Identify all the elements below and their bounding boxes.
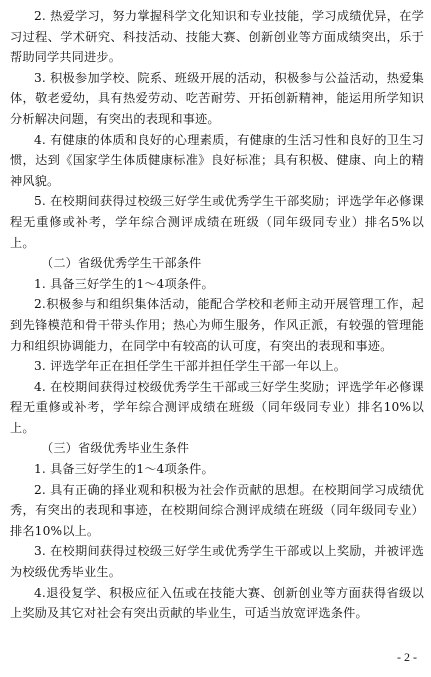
paragraph-graduate-2: 2. 具有正确的择业观和积极为社会作贡献的思想。在校期间学习成绩优秀，有突出的表现和事迹，在校期间综合测评成绩在班级（同年级同专业）排名10%以上。 [10,482,424,538]
paragraph-graduate-1: 1. 具备三好学生的1～4项条件。 [34,462,214,477]
paragraph-health: 4. 有健康的体质和良好的心理素质，有健康的生活习性和良好的卫生习惯，达到《国家学生体质健康标准》良好标准；具有积极、健康、向上的精神风貌。 [10,132,424,188]
page-number: - 2 - [397,650,417,664]
paragraph-cadre-1: 1. 具备三好学生的1～4项条件。 [34,276,214,291]
paragraph-love-learning: 2. 热爱学习，努力掌握科学文化知识和专业技能，学习成绩优异，在学习过程、学术研究、科技活动、技能大赛、创新创业等方面成绩突出，乐于帮助同学共同进步。 [10,9,424,65]
paragraph-cadre-3: 3. 评选学年正在担任学生干部并担任学生干部一年以上。 [34,359,347,374]
paragraph-cadre-4: 4. 在校期间获得过校级优秀学生干部或三好学生奖励；评选学年必修课程无重修或补考，学年综合测评成绩在班级（同年级同专业）排名10%以上。 [10,379,424,435]
section-heading-cadre: （二）省级优秀学生干部条件 [41,256,202,271]
paragraph-awards: 5. 在校期间获得过校级三好学生或优秀学生干部奖励；评选学年必修课程无重修或补考，学年综合测评成绩在班级（同年级同专业）排名5%以上。 [10,194,424,250]
section-heading-graduate: （三）省级优秀毕业生条件 [41,441,190,456]
paragraph-graduate-4: 4.退役复学、积极应征入伍或在技能大赛、创新创业等方面获得省级以上奖励及其它对社会有突出贡献的毕业生，可适当放宽评选条件。 [10,585,424,621]
paragraph-graduate-3: 3. 在校期间获得过校级三好学生或优秀学生干部或以上奖励，并被评选为校级优秀毕业生。 [10,544,424,580]
paragraph-cadre-2: 2.积极参与和组织集体活动，能配合学校和老师主动开展管理工作，起到先锋模范和骨干带头作用；热心为师生服务，作风正派，有较强的管理能力和组织协调能力，在同学中有较高的认可度，有突出的表现和事迹。 [10,297,424,353]
document-body [10,6,424,624]
paragraph-activities: 3. 积极参加学校、院系、班级开展的活动，积极参与公益活动，热爱集体，敬老爱幼，具有热爱劳动、吃苦耐劳、开拓创新精神，能运用所学知识分析解决问题，有突出的表现和事迹。 [10,70,424,126]
